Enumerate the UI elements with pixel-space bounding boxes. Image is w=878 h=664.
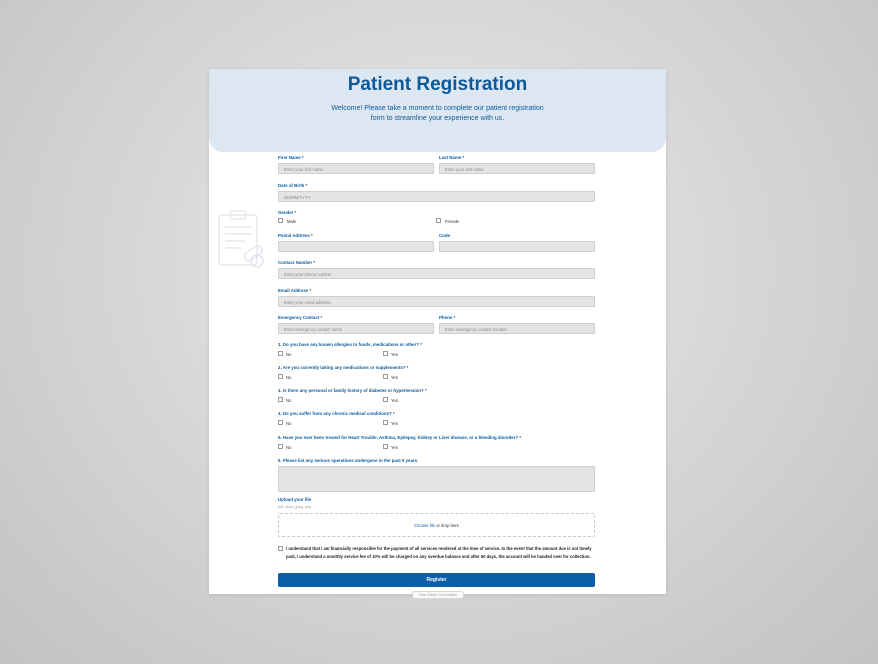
contact-number-label: Contact Number *: [278, 260, 316, 265]
last-name-input[interactable]: [439, 163, 595, 174]
email-label: Email Address *: [278, 288, 312, 293]
code-label: Code: [439, 233, 450, 238]
first-name-label: First Name *: [278, 155, 304, 160]
question-3-no-checkbox[interactable]: [278, 397, 283, 402]
question-5-no-checkbox[interactable]: [278, 444, 283, 449]
file-dropzone[interactable]: [278, 513, 595, 537]
dob-placeholder: DD/MM/YYYY: [284, 195, 311, 200]
form-header: [209, 69, 666, 152]
operations-textarea[interactable]: [278, 466, 595, 492]
question-5-yes-checkbox[interactable]: [383, 444, 388, 449]
question-5-yes-label: Yes: [391, 445, 398, 450]
question-2-no-label: No: [286, 375, 292, 380]
question-1-yes-label: Yes: [391, 352, 398, 357]
emergency-contact-label: Emergency Contact *: [278, 315, 323, 320]
operations-label: 6. Please list any serious operations undergone in the past 5 years.: [278, 458, 419, 463]
gender-female-checkbox[interactable]: [436, 218, 441, 223]
first-name-input[interactable]: [278, 163, 434, 174]
question-5-no-label: No: [286, 445, 292, 450]
gender-female-label: Female: [445, 219, 459, 224]
registration-form-page: [209, 69, 666, 597]
postal-address-label: Postal Address *: [278, 233, 313, 238]
choose-file-link[interactable]: Choose file: [414, 523, 435, 528]
question-2-yes-checkbox[interactable]: [383, 374, 388, 379]
emergency-phone-input[interactable]: [439, 323, 595, 334]
question-1-no-label: No: [286, 352, 292, 357]
form-builder-badge[interactable]: Free Online Form Builder: [412, 591, 464, 599]
question-3-yes-label: Yes: [391, 398, 398, 403]
dob-input[interactable]: [278, 191, 595, 202]
email-placeholder: Enter your email address: [284, 300, 331, 305]
question-2-label: 2. Are you currently taking any medications or supplements? *: [278, 365, 409, 370]
question-4-no-checkbox[interactable]: [278, 420, 283, 425]
question-2-yes-label: Yes: [391, 375, 398, 380]
emergency-contact-placeholder: Enter emergency contact name: [284, 327, 343, 332]
dob-label: Date of Birth *: [278, 183, 308, 188]
question-1-no-checkbox[interactable]: [278, 351, 283, 356]
gender-label: Gender *: [278, 210, 297, 215]
question-1-yes-checkbox[interactable]: [383, 351, 388, 356]
question-1-label: 1. Do you have any known allergies to foods, medications or other? *: [278, 342, 422, 347]
question-3-label: 3. Is there any personal or family history of diabetes or hypertension? *: [278, 388, 427, 393]
dropzone-text: [279, 523, 594, 528]
question-3-yes-checkbox[interactable]: [383, 397, 388, 402]
emergency-contact-input[interactable]: [278, 323, 434, 334]
question-4-no-label: No: [286, 421, 292, 426]
gender-male-label: Male: [287, 219, 297, 224]
code-input[interactable]: [439, 241, 595, 252]
email-input[interactable]: [278, 296, 595, 307]
postal-address-input[interactable]: [278, 241, 434, 252]
question-3-no-label: No: [286, 398, 292, 403]
upload-hint: pdf, docx, jpeg, png: [278, 505, 312, 509]
consent-checkbox[interactable]: [278, 546, 283, 551]
question-5-label: 5. Have you ever been treated for Heart Trouble, Asthma, Epilepsy, Kidney or Liver disease, or a bleeding disorder? *: [278, 435, 522, 440]
question-4-label: 4. Do you suffer from any chronic medical conditions? *: [278, 411, 395, 416]
first-name-placeholder: Enter your first name: [284, 167, 323, 172]
contact-number-input[interactable]: [278, 268, 595, 279]
consent-text: I understand that I am financially responsible for the payment of all services rendered at the time of service. In the event that the amount due is not timely paid, I understand a monthly service fee of 10% will be charged on any overdue balance and after 60 days, the account will be handed over for collection.: [286, 546, 592, 559]
emergency-phone-placeholder: Enter emergency contact number: [445, 327, 507, 332]
register-button[interactable]: Register: [278, 573, 595, 587]
last-name-label: Last Name *: [439, 155, 465, 160]
page-title: Patient Registration: [347, 74, 528, 95]
contact-number-placeholder: Enter your phone number: [284, 272, 332, 277]
emergency-phone-label: Phone *: [439, 315, 456, 320]
question-4-yes-label: Yes: [391, 421, 398, 426]
clipboard-watermark-icon: [213, 209, 269, 271]
gender-male-checkbox[interactable]: [278, 218, 283, 223]
drop-here-text: or drop here: [434, 523, 459, 528]
page-subtitle: Welcome! Please take a moment to complete our patient registration form to streamline your experience with us.: [331, 105, 544, 122]
question-4-yes-checkbox[interactable]: [383, 420, 388, 425]
question-2-no-checkbox[interactable]: [278, 374, 283, 379]
last-name-placeholder: Enter your last name: [445, 167, 484, 172]
upload-label: Upload your file: [278, 497, 312, 502]
